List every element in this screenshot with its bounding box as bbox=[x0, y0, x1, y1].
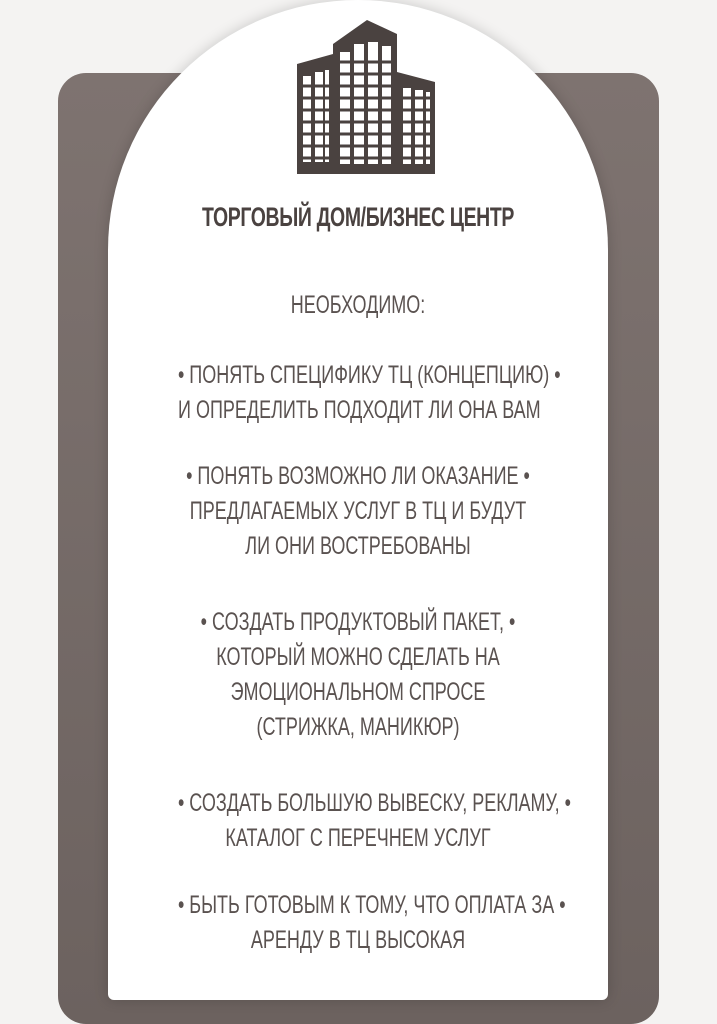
item-line: • ПОНЯТЬ СПЕЦИФИКУ ТЦ (КОНЦЕПЦИЮ) • bbox=[178, 361, 561, 389]
item-line: АРЕНДУ В ТЦ ВЫСОКАЯ bbox=[250, 926, 466, 954]
item-line: ЛИ ОНИ ВОСТРЕБОВАНЫ bbox=[245, 532, 471, 560]
item-line: ПРЕДЛАГАЕМЫХ УСЛУГ В ТЦ И БУДУТ bbox=[189, 497, 527, 525]
list-item bbox=[178, 459, 538, 564]
item-line: КОТОРЫЙ МОЖНО СДЕЛАТЬ НА bbox=[216, 643, 500, 671]
list-item bbox=[178, 358, 561, 428]
buildings-icon bbox=[293, 16, 441, 176]
item-line: КАТАЛОГ С ПЕРЕЧНЕМ УСЛУГ bbox=[225, 824, 491, 852]
item-line: • БЫТЬ ГОТОВЫМ К ТОМУ, ЧТО ОПЛАТА ЗА • bbox=[178, 891, 566, 919]
item-line: • СОЗДАТЬ ПРОДУКТОВЫЙ ПАКЕТ, • bbox=[200, 608, 516, 636]
item-line: (СТРИЖКА, МАНИКЮР) bbox=[256, 713, 460, 741]
list-item bbox=[178, 786, 571, 856]
item-line: • СОЗДАТЬ БОЛЬШУЮ ВЫВЕСКУ, РЕКЛАМУ, • bbox=[178, 789, 571, 817]
list-item bbox=[178, 605, 538, 745]
item-line: • ПОНЯТЬ ВОЗМОЖНО ЛИ ОКАЗАНИЕ • bbox=[186, 462, 530, 490]
section-heading: НЕОБХОДИМО: bbox=[290, 291, 426, 319]
page-title: ТОРГОВЫЙ ДОМ/БИЗНЕС ЦЕНТР bbox=[201, 202, 514, 232]
item-line: И ОПРЕДЕЛИТЬ ПОДХОДИТ ЛИ ОНА ВАМ bbox=[178, 396, 541, 424]
list-item bbox=[178, 888, 566, 958]
item-line: ЭМОЦИОНАЛЬНОМ СПРОСЕ bbox=[230, 678, 486, 706]
